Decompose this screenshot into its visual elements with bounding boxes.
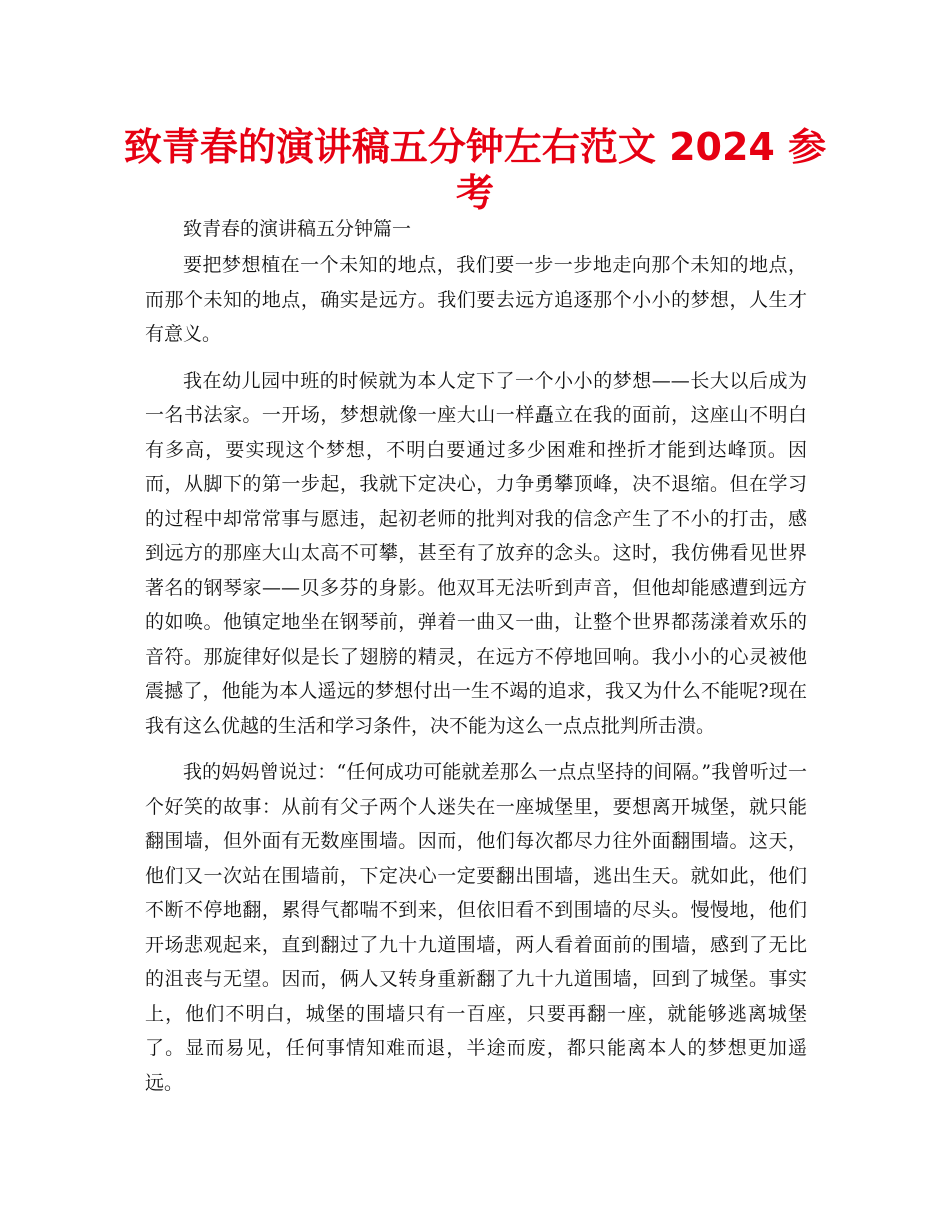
document-title: 致青春的演讲稿五分钟左右范文 2024 参考 bbox=[123, 125, 827, 215]
paragraph-2: 我在幼儿园中班的时候就为本人定下了一个小小的梦想——长大以后成为一名书法家。一开场，梦想就像一座大山一样矗立在我的面前，这座山不明白有多高，要实现这个梦想，不明白要通过多少困难和挫折才能到达峰顶。因而，从脚下的第一步起，我就下定决心，力争勇攀顶峰，决不退缩。但在学习的过程中却常常事与愿违，起初老师的批判对我的信念产生了不小的打击，感到远方的那座大山太高不可攀，甚至有了放弃的念头。这时，我仿佛看见世界著名的钢琴家——贝多芬的身影。他双耳无法听到声音，但他却能感遭到远方的如唤。他镇定地坐在钢琴前，弹着一曲又一曲，让整个世界都荡漾着欢乐的音符。那旋律好似是长了翅膀的精灵，在远方不停地回响。我小小的心灵被他震撼了，他能为本人遥远的梦想付出一生不竭的追求，我又为什么不能呢?现在我有这么优越的生活和学习条件，决不能为这么一点点批判所击溃。 bbox=[145, 369, 807, 737]
section-label: 致青春的演讲稿五分钟篇一 bbox=[183, 218, 412, 240]
paragraph-1: 要把梦想植在一个未知的地点，我们要一步一步地走向那个未知的地点，而那个未知的地点，确实是远方。我们要去远方追逐那个小小的梦想，人生才有意义。 bbox=[145, 254, 807, 345]
paragraph-3: 我的妈妈曾说过：“任何成功可能就差那么一点点坚持的间隔。”我曾听过一个好笑的故事：从前有父子两个人迷失在一座城堡里，要想离开城堡，就只能翻围墙，但外面有无数座围墙。因而，他们每次都尽力往外面翻围墙。这天，他们又一次站在围墙前，下定决心一定要翻出围墙，逃出生天。就如此，他们不断不停地翻，累得气都喘不到来，但依旧看不到围墙的尽头。慢慢地，他们开场悲观起来，直到翻过了九十九道围墙，两人看着面前的围墙，感到了无比的沮丧与无望。因而，俩人又转身重新翻了九十九道围墙，回到了城堡。事实上，他们不明白，城堡的围墙只有一百座，只要再翻一座，就能够逃离城堡了。显而易见，任何事情知难而退，半途而废，都只能离本人的梦想更加遥远。 bbox=[145, 761, 807, 1094]
document-body bbox=[145, 212, 807, 1100]
